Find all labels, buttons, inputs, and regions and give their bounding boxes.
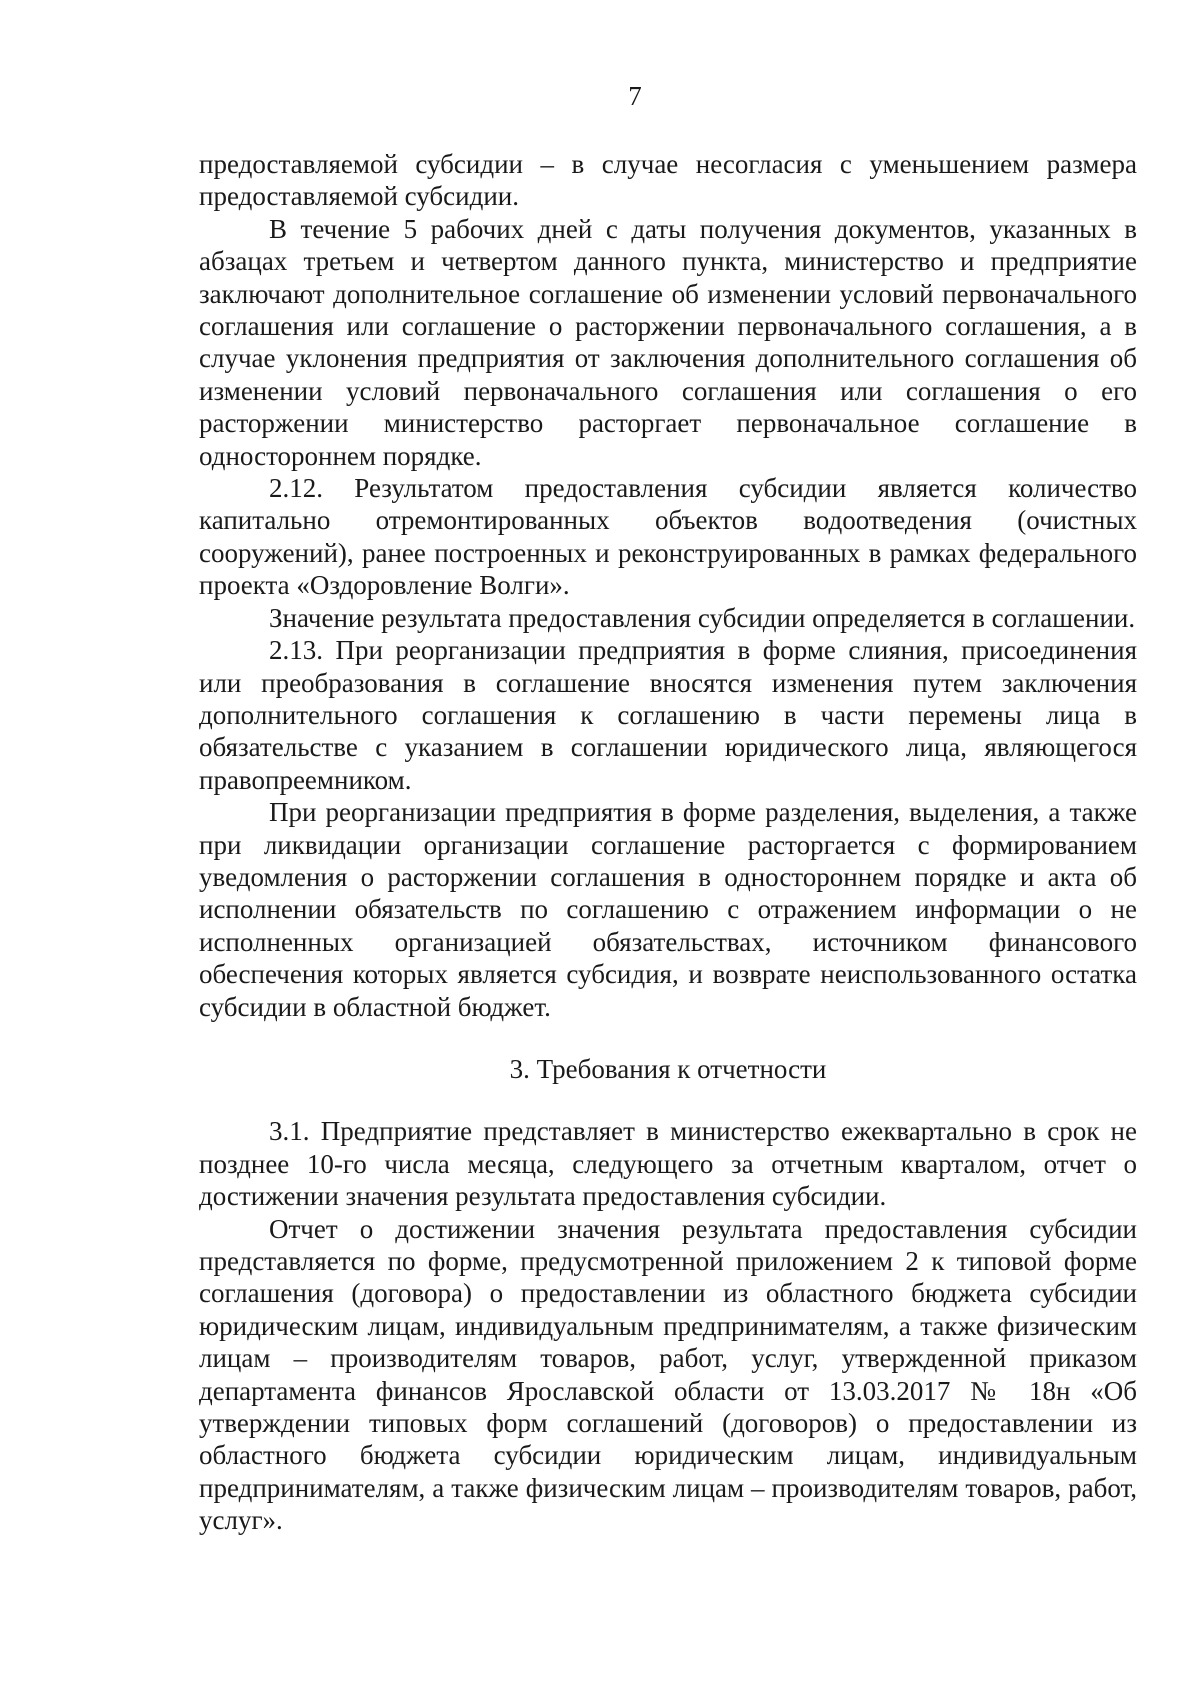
paragraph: При реорганизации предприятия в форме разделения, выделения, а также при ликвидации организации соглашение расторгается с формированием уведомления о расторжении соглашения в одностороннем порядке и акта об исполнении обязательств по соглашению с отражением информации о не исполненных организацией обязательствах, источником финансового обеспечения которых является субсидия, и возврате неиспользованного остатка субсидии в областной бюджет. <box>199 797 1137 1022</box>
document-body <box>199 148 1137 1537</box>
paragraph: Значение результата предоставления субсидии определяется в соглашении. <box>269 602 1136 633</box>
paragraph: Отчет о достижении значения результата предоставления субсидии представляется по форме, предусмотренной приложением 2 к типовой форме соглашения (договора) о предоставлении из областного бюджета субсидии юридическим лицам, индивидуальным предпринимателям, а также физическим лицам – производителям товаров, работ, услуг, утвержденной приказом департамента финансов Ярославской области от 13.03.2017 № 18н «Об утверждении типовых форм соглашений (договоров) о предоставлении из областного бюджета субсидии юридическим лицам, индивидуальным предпринимателям, а также физическим лицам – производителям товаров, работ, услуг». <box>199 1213 1137 1536</box>
section-title: 3. Требования к отчетности <box>509 1053 827 1084</box>
paragraph-item-2-12: 2.12. Результатом предоставления субсидии является количество капитально отремонтированных объектов водоотведения (очистных сооружений), ранее построенных и реконструированных в рамках федерального проекта «Оздоровление Волги». <box>199 473 1137 601</box>
page-number: 7 <box>628 81 642 111</box>
paragraph: предоставляемой субсидии – в случае несогласия с уменьшением размера предоставляемой субсидии. <box>199 149 1137 212</box>
paragraph-item-3-1: 3.1. Предприятие представляет в министерство ежеквартально в срок не позднее 10-го числа месяца, следующего за отчетным кварталом, отчет о достижении значения результата предоставления субсидии. <box>199 1116 1137 1212</box>
paragraph-item-2-13: 2.13. При реорганизации предприятия в форме слияния, присоединения или преобразования в соглашение вносятся изменения путем заключения дополнительного соглашения к соглашению в части перемены лица в обязательстве с указанием в соглашении юридического лица, являющегося правопреемником. <box>199 635 1137 795</box>
paragraph: В течение 5 рабочих дней с даты получения документов, указанных в абзацах третьем и четвертом данного пункта, министерство и предприятие заключают дополнительное соглашение об изменении условий первоначального соглашения или соглашение о расторжении первоначального соглашения, а в случае уклонения предприятия от заключения дополнительного соглашения об изменении условий первоначального соглашения или соглашения о его расторжении министерство расторгает первоначальное соглашение в одностороннем порядке. <box>199 213 1137 471</box>
